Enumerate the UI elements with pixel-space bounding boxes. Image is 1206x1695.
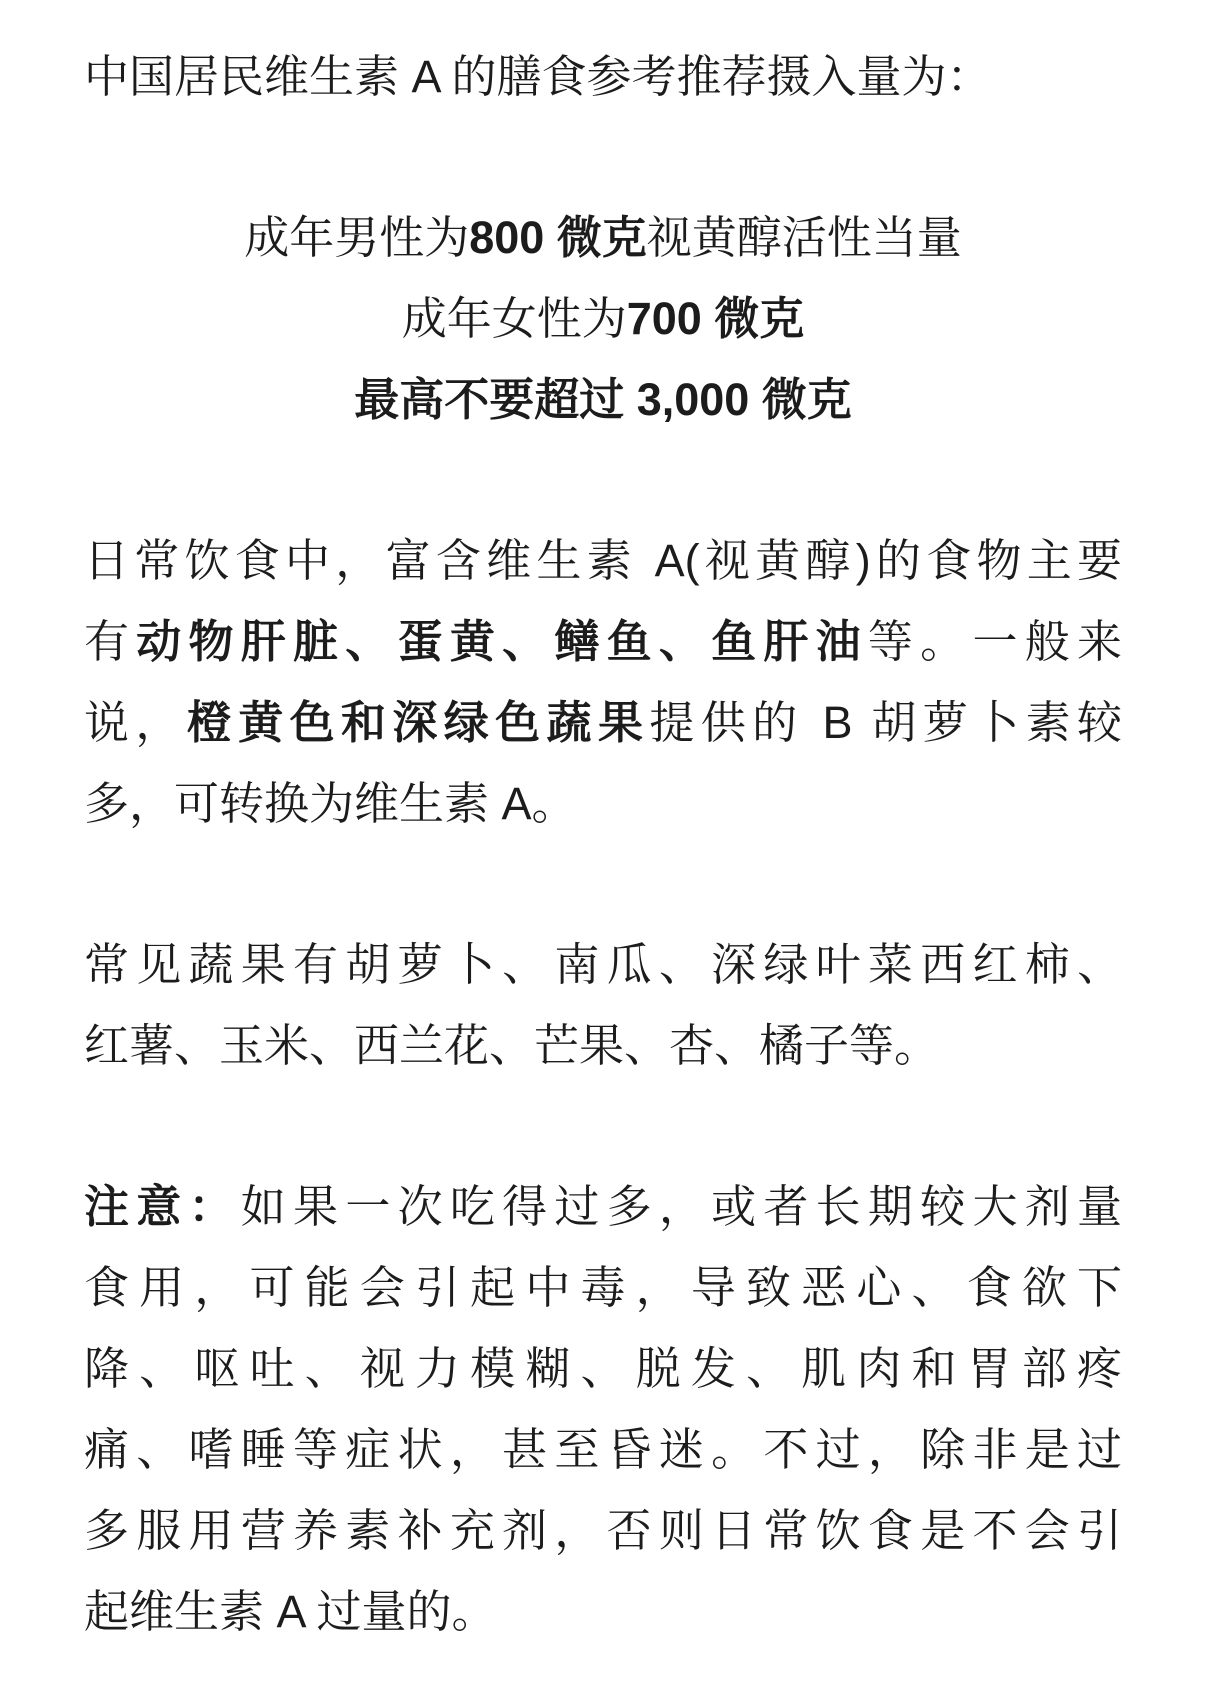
food-sources-paragraph-line-1 — [84, 520, 1122, 601]
intake-recommendations — [84, 197, 1122, 440]
bold-text-run: 动物肝脏、蛋黄、鳝鱼、鱼肝油 — [136, 616, 868, 667]
common-produce-paragraph-line-1 — [84, 924, 1122, 1005]
food-sources-paragraph-line-4 — [84, 763, 1122, 844]
food-sources-paragraph-line-2 — [84, 601, 1122, 682]
warning-paragraph-line-1 — [84, 1166, 1122, 1247]
text-run: 中国居民维生素 A 的膳食参考推荐摄入量为： — [84, 51, 992, 102]
food-sources-paragraph — [84, 520, 1122, 844]
warning-paragraph-line-3 — [84, 1328, 1122, 1409]
text-run: 等。一般来 — [867, 616, 1122, 667]
intro-paragraph-line-1 — [84, 36, 1122, 117]
text-run: 食用，可能会引起中毒，导致恶心、食欲下 — [84, 1262, 1122, 1313]
text-run: 成年男性为 — [244, 212, 470, 263]
text-run: 痛、嗜睡等症状，甚至昏迷。不过，除非是过 — [84, 1424, 1122, 1475]
common-produce-paragraph — [84, 924, 1122, 1086]
bold-text-run: 800 微克 — [469, 212, 647, 263]
text-run: 常见蔬果有胡萝卜、南瓜、深绿叶菜西红柿、 — [84, 939, 1122, 990]
common-produce-paragraph-line-2 — [84, 1005, 1122, 1086]
warning-paragraph-line-6 — [84, 1571, 1122, 1652]
bold-text-run: 注意： — [84, 1181, 241, 1232]
text-run: 说， — [84, 697, 187, 748]
intake-recommendations-line-3 — [84, 359, 1122, 440]
warning-paragraph-line-4 — [84, 1409, 1122, 1490]
bold-text-run: 橙黄色和深绿色蔬果 — [186, 697, 650, 748]
warning-paragraph-line-5 — [84, 1490, 1122, 1571]
intake-recommendations-line-1 — [84, 197, 1122, 278]
text-run: 起维生素 A 过量的。 — [84, 1586, 497, 1637]
text-run: 多服用营养素补充剂，否则日常饮食是不会引 — [84, 1505, 1122, 1556]
text-run: 红薯、玉米、西兰花、芒果、杏、橘子等。 — [84, 1020, 940, 1071]
text-run: 多，可转换为维生素 A。 — [84, 778, 577, 829]
bold-text-run: 最高不要超过 3,000 微克 — [354, 374, 852, 425]
food-sources-paragraph-line-3 — [84, 682, 1122, 763]
text-run: 如果一次吃得过多，或者长期较大剂量 — [240, 1181, 1122, 1232]
bold-text-run: 700 微克 — [626, 293, 805, 344]
text-run: 提供的 B 胡萝卜素较 — [649, 697, 1122, 748]
intro-paragraph — [84, 36, 1122, 117]
text-run: 视黄醇活性当量 — [646, 212, 962, 263]
text-run: 降、呕吐、视力模糊、脱发、肌肉和胃部疼 — [84, 1343, 1122, 1394]
text-run: 日常饮食中，富含维生素 A(视黄醇)的食物主要 — [84, 535, 1122, 586]
warning-paragraph — [84, 1166, 1122, 1652]
text-run: 有 — [84, 616, 137, 667]
warning-paragraph-line-2 — [84, 1247, 1122, 1328]
intake-recommendations-line-2 — [84, 278, 1122, 359]
text-run: 成年女性为 — [401, 293, 627, 344]
